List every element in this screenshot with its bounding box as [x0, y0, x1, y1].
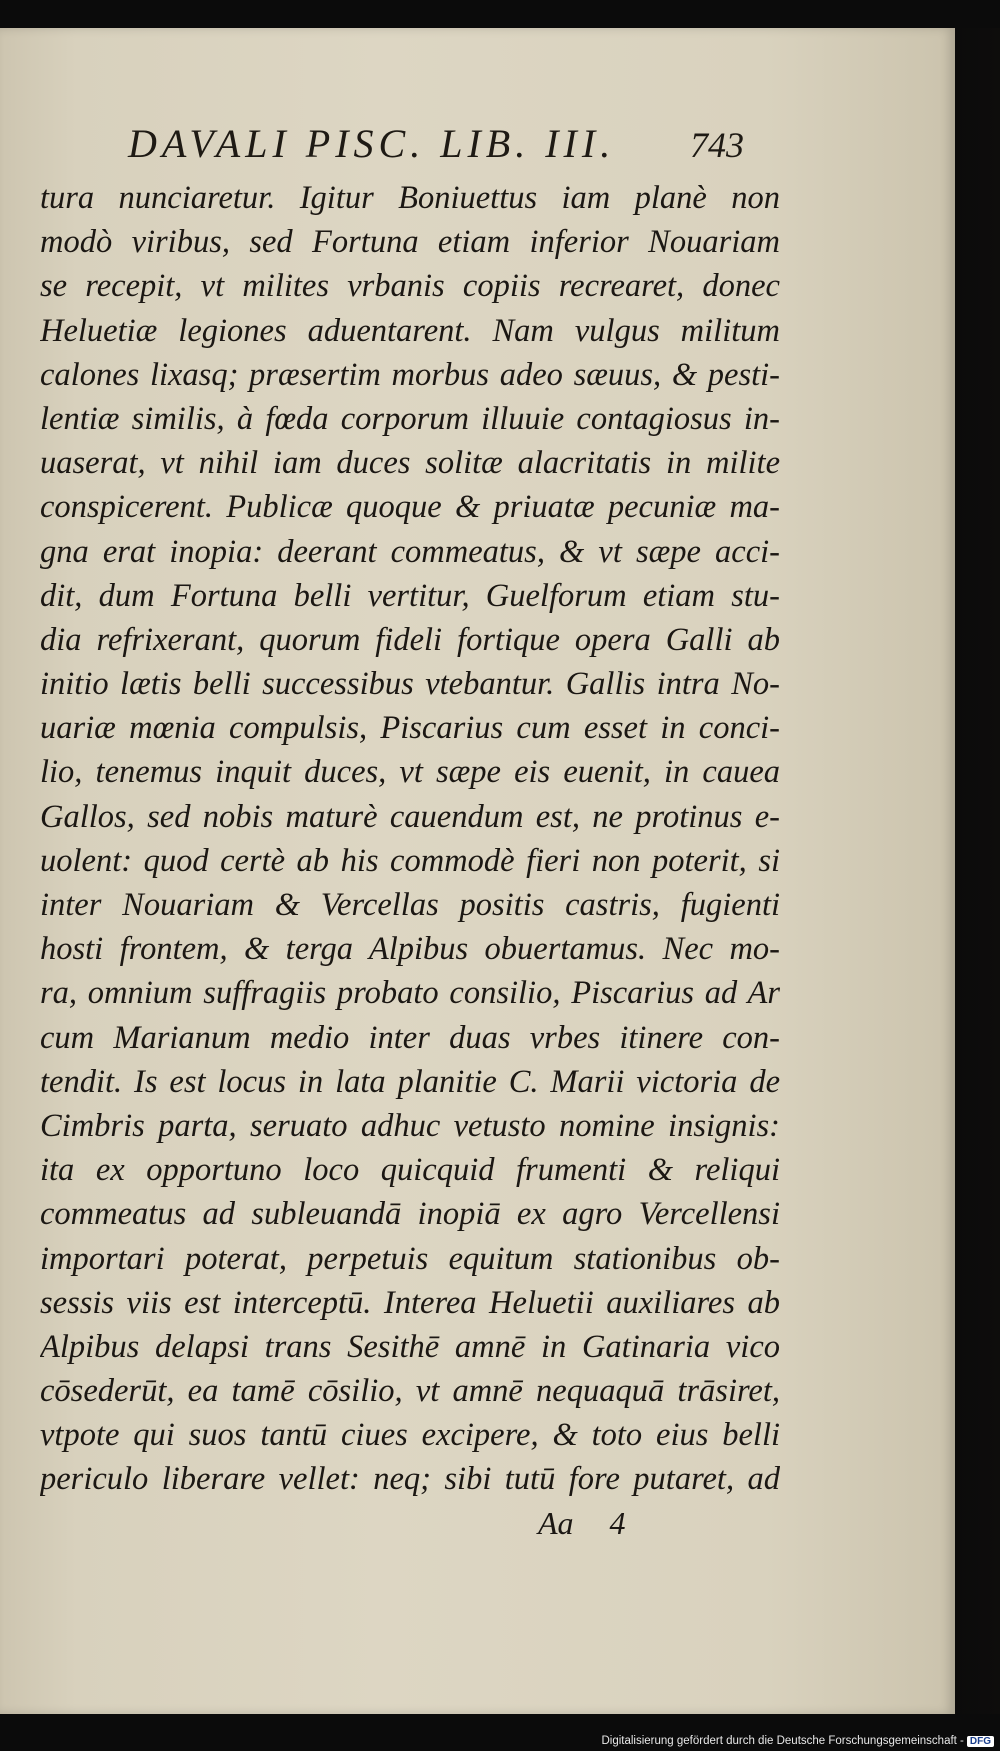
running-title [128, 120, 768, 167]
text-line: modò viribus, sed Fortuna etiam inferior Nouariam [40, 224, 780, 261]
text-line: Alpibus delapsi trans Sesithē amnē in Gatinaria vico [40, 1328, 780, 1365]
page-number: 743 [690, 125, 744, 165]
text-line: dia refrixerant, quorum fideli fortique opera Galli ab [40, 621, 780, 658]
credit-text: Digitalisierung gefördert durch die Deutsche Forschungsgemeinschaft - [601, 1735, 964, 1747]
text-line: uolent: quod certè ab his commodè fieri non poterit, si [40, 842, 780, 879]
text-line: Heluetiæ legiones aduentarent. Nam vulgus militum [40, 312, 780, 349]
text-line: sessis viis est interceptū. Interea Heluetii auxiliares ab [40, 1284, 780, 1321]
text-line: Gallos, sed nobis maturè cauendum est, ne protinus e- [40, 798, 780, 835]
text-line: gna erat inopia: deerant commeatus, & vt sæpe acci- [40, 533, 780, 570]
running-title-text: DAVALI PISC. LIB. III. [128, 121, 616, 166]
text-line: importari poterat, perpetuis equitum stationibus ob- [40, 1240, 780, 1277]
dfg-logo: DFG [967, 1736, 994, 1747]
text-line: ita ex opportuno loco quicquid frumenti & reliqui [40, 1152, 780, 1189]
text-line: cōsederūt, ea tamē cōsilio, vt amnē nequaquā trāsiret, [40, 1373, 780, 1410]
text-line: commeatus ad subleuandā inopiā ex agro Vercellensi [40, 1196, 780, 1233]
text-line: se recepit, vt milites vrbanis copiis recrearet, donec [40, 268, 780, 305]
signature-mark: Aa 4 [538, 1505, 626, 1541]
text-line: dit, dum Fortuna belli vertitur, Guelforum etiam stu- [40, 577, 780, 614]
body-text [40, 176, 780, 1502]
text-line: hosti frontem, & terga Alpibus obuertamus. Nec mo- [40, 931, 780, 968]
text-line: inter Nouariam & Vercellas positis castris, fugienti [40, 887, 780, 923]
text-line: uaserat, vt nihil iam duces solitæ alacritatis in milite [40, 445, 780, 482]
text-line: initio lætis belli successibus vtebantur. Gallis intra No- [40, 666, 780, 703]
text-line: periculo liberare vellet: neq; sibi tutū fore putaret, ad [40, 1461, 780, 1498]
text-line: calones lixasq; præsertim morbus adeo sæuus, & pesti- [40, 356, 780, 393]
text-line: lio, tenemus inquit duces, vt sæpe eis euenit, in cauea [40, 754, 780, 791]
text-line: cum Marianum medio inter duas vrbes itinere con- [40, 1019, 780, 1056]
text-line: vtpote qui suos tantū ciues excipere, & toto eius belli [40, 1417, 780, 1454]
text-line: tura nunciaretur. Igitur Boniuettus iam planè non [40, 180, 780, 216]
text-line: tendit. Is est locus in lata planitie C. Marii victoria de [40, 1063, 780, 1100]
text-line: ra, omnium suffragiis probato consilio, Piscarius ad Ar [40, 975, 780, 1012]
digitization-credit [601, 1735, 994, 1747]
text-line: uariæ mœnia compulsis, Piscarius cum esset in conci- [40, 710, 780, 747]
text-line: conspicerent. Publicæ quoque & priuatæ pecuniæ ma- [40, 489, 780, 526]
text-line: Cimbris parta, seruato adhuc vetusto nomine insignis: [40, 1107, 780, 1144]
page-edge-shadow [955, 28, 1000, 1714]
text-line: lentiæ similis, à fœda corporum illuuie contagiosus in- [40, 400, 780, 437]
